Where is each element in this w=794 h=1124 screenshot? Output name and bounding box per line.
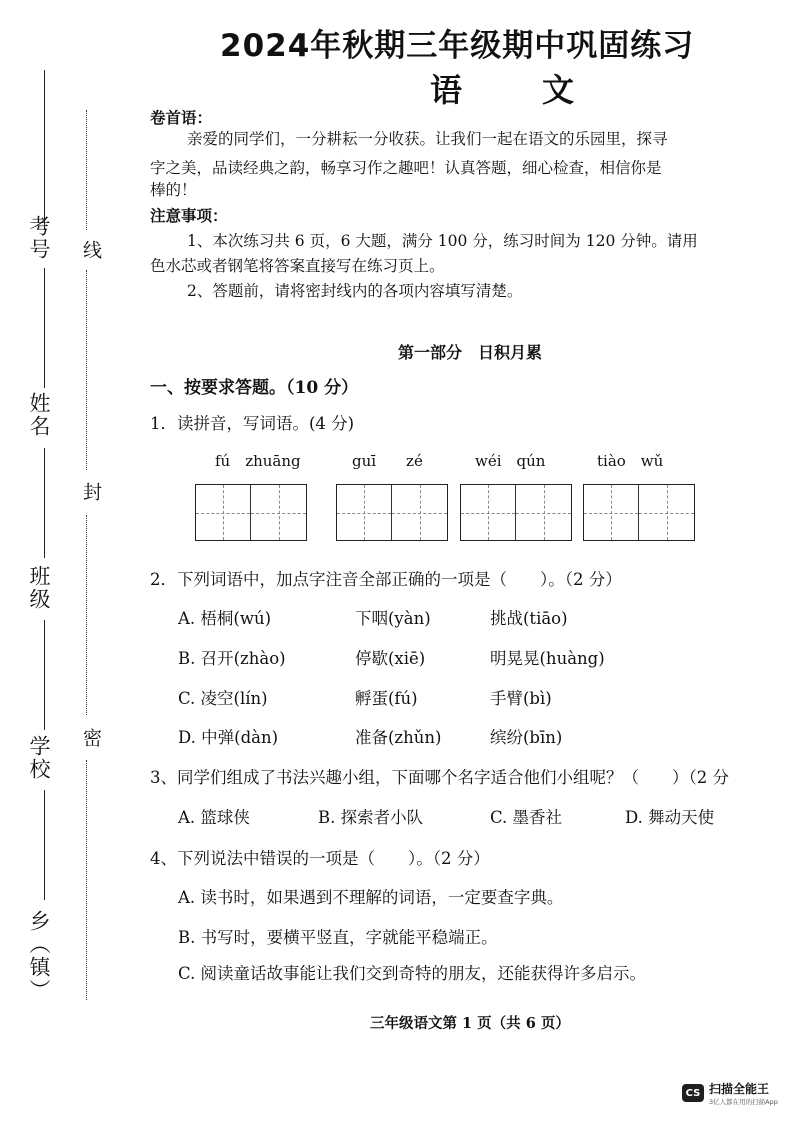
q2-option-c-2: 孵蛋(fú) [355, 689, 418, 708]
q2-stem: 2．下列词语中，加点字注音全部正确的一项是（ ）。（2 分） [150, 570, 622, 589]
q4-option-a[interactable]: A. 读书时，如果遇到不理解的词语，一定要查字典。 [178, 888, 564, 907]
seal-char-seal: 封 [80, 482, 102, 503]
exam-subject: 语 文 [430, 71, 599, 109]
q3-stem: 3、同学们组成了书法兴趣小组，下面哪个名字适合他们小组呢？（ ）（2 分 [150, 768, 729, 787]
field-name: 姓名 [27, 392, 51, 438]
write-cell[interactable] [392, 485, 447, 540]
watermark-name: 扫描全能王 [709, 1082, 770, 1096]
tianzige-group-2[interactable] [336, 484, 448, 541]
exam-title: 2024年秋期三年级期中巩固练习 [220, 28, 695, 64]
notice-label: 注意事项： [150, 206, 228, 225]
q2-option-d-2: 准备(zhǔn) [355, 728, 442, 747]
q2-option-d-3: 缤纷(bīn) [490, 728, 563, 747]
field-class: 班级 [27, 565, 51, 611]
q3-option-a[interactable]: A. 篮球侠 [178, 808, 250, 827]
q4-option-c[interactable]: C. 阅读童话故事能让我们交到奇特的朋友，还能获得许多启示。 [178, 964, 647, 983]
tianzige-group-3[interactable] [460, 484, 572, 541]
tianzige-group-1[interactable] [195, 484, 307, 541]
field-town: 乡（镇） [27, 910, 51, 1002]
q3-option-b[interactable]: B. 探索者小队 [318, 808, 424, 827]
page-footer: 三年级语文第 1 页（共 6 页） [370, 1015, 570, 1032]
scanner-watermark [682, 1080, 778, 1106]
q1-stem: 1．读拼音，写词语。(4 分) [150, 414, 355, 433]
q2-option-b-2: 停歇(xiē) [355, 649, 426, 668]
write-cell[interactable] [337, 485, 392, 540]
pinyin-4: tiào wǔ [597, 452, 664, 470]
tianzige-group-4[interactable] [583, 484, 695, 541]
write-cell[interactable] [516, 485, 571, 540]
seal-dotline-2 [86, 270, 87, 470]
margin-line-3 [44, 448, 45, 558]
notice-item-2: 2、答题前，请将密封线内的各项内容填写清楚。 [187, 282, 523, 300]
camscanner-logo-icon: CS [682, 1084, 704, 1102]
preface-line-1: 亲爱的同学们，一分耕耘一分收获。让我们一起在语文的乐园里，探寻 [187, 130, 668, 148]
write-cell[interactable] [196, 485, 251, 540]
q2-option-c-3: 手臂(bì) [490, 689, 552, 708]
notice-item-1b: 色水芯或者钢笔将答案直接写在练习页上。 [150, 257, 445, 275]
margin-line-2 [44, 268, 45, 388]
margin-line-1 [44, 70, 45, 230]
q2-option-a-1[interactable]: A. 梧桐(wú) [178, 609, 272, 628]
margin-line-5 [44, 790, 45, 900]
q2-option-b-3: 明晃晃(huàng) [490, 649, 605, 668]
write-cell[interactable] [639, 485, 694, 540]
q2-option-b-1[interactable]: B. 召开(zhào) [178, 649, 286, 668]
q2-option-a-2: 下咽(yàn) [355, 609, 431, 628]
seal-char-secret: 密 [80, 728, 102, 749]
seal-char-line: 线 [80, 240, 102, 261]
seal-dotline-4 [86, 760, 87, 1000]
seal-dotline-3 [86, 515, 87, 715]
watermark-sub: 3亿人都在用的扫描App [709, 1098, 778, 1106]
margin-line-4 [44, 620, 45, 730]
q2-option-a-3: 挑战(tiāo) [490, 609, 568, 628]
preface-line-3: 棒的！ [150, 181, 197, 199]
write-cell[interactable] [251, 485, 306, 540]
q4-stem: 4、下列说法中错误的一项是（ ）。（2 分） [150, 849, 490, 868]
field-school: 学校 [27, 735, 51, 781]
notice-item-1a: 1、本次练习共 6 页，6 大题，满分 100 分，练习时间为 120 分钟。请用 [187, 232, 698, 250]
section-heading: 一、按要求答题。（10 分） [150, 378, 359, 398]
q4-option-b[interactable]: B. 书写时，要横平竖直，字就能平稳端正。 [178, 928, 498, 947]
q2-option-c-1[interactable]: C. 凌空(lín) [178, 689, 268, 708]
write-cell[interactable] [461, 485, 516, 540]
pinyin-3: wéi qún [475, 452, 546, 470]
seal-dotline-1 [86, 110, 87, 230]
q3-option-c[interactable]: C. 墨香社 [490, 808, 563, 827]
preface-label: 卷首语： [150, 108, 213, 127]
q2-option-d-1[interactable]: D. 中弹(dàn) [178, 728, 279, 747]
pinyin-2: guī zé [352, 452, 423, 470]
q3-option-d[interactable]: D. 舞动天使 [625, 808, 715, 827]
write-cell[interactable] [584, 485, 639, 540]
preface-line-2: 字之美，品读经典之韵，畅享习作之趣吧！认真答题，细心检查，相信你是 [150, 159, 662, 177]
part-heading: 第一部分 日积月累 [398, 343, 543, 362]
field-exam-number: 考号 [27, 215, 51, 261]
pinyin-1: fú zhuāng [215, 452, 301, 470]
